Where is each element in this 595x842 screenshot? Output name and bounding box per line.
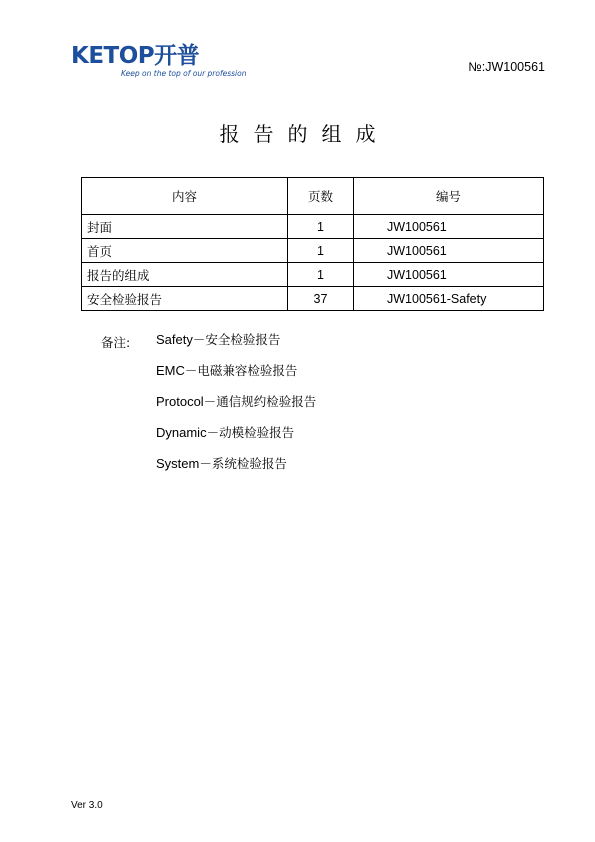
table-row xyxy=(82,215,544,239)
header-pages: 页数 xyxy=(288,178,354,215)
note-desc: －电磁兼容检验报告 xyxy=(184,363,298,378)
table-row xyxy=(82,287,544,311)
note-item xyxy=(156,361,297,381)
version-label: Ver 3.0 xyxy=(71,800,103,811)
header-content: 内容 xyxy=(82,178,288,215)
note-term: Protocol xyxy=(156,394,204,409)
table-row xyxy=(82,263,544,287)
cell-code: JW100561-Safety xyxy=(354,287,544,311)
company-logo xyxy=(71,44,251,84)
cell-code: JW100561 xyxy=(354,263,544,287)
cell-code: JW100561 xyxy=(354,239,544,263)
note-term: Safety xyxy=(156,332,193,347)
cell-content: 安全检验报告 xyxy=(82,287,288,311)
cell-pages: 37 xyxy=(288,287,354,311)
note-desc: －通信规约检验报告 xyxy=(203,394,317,409)
note-term: System xyxy=(156,456,200,471)
table-row xyxy=(82,239,544,263)
note-item xyxy=(156,392,316,412)
logo-wordmark: KETOP开普 xyxy=(71,43,200,69)
notes-label: 备注: xyxy=(101,335,131,350)
note-item xyxy=(156,454,287,474)
page-title: 报告的组成 xyxy=(219,122,390,146)
note-item xyxy=(156,423,294,443)
note-desc: －安全检验报告 xyxy=(192,332,281,347)
cell-content: 封面 xyxy=(82,215,288,239)
note-term: EMC xyxy=(156,363,185,378)
table-header-row xyxy=(82,178,544,215)
report-contents-table xyxy=(81,177,544,311)
note-item xyxy=(156,330,280,350)
header-code: 编号 xyxy=(354,178,544,215)
cell-pages: 1 xyxy=(288,239,354,263)
cell-pages: 1 xyxy=(288,263,354,287)
document-number: №:JW100561 xyxy=(468,60,545,74)
logo-tagline: Keep on the top of our profession xyxy=(121,69,247,78)
cell-content: 报告的组成 xyxy=(82,263,288,287)
note-desc: －系统检验报告 xyxy=(199,456,287,471)
cell-code: JW100561 xyxy=(354,215,544,239)
note-term: Dynamic xyxy=(156,425,207,440)
cell-pages: 1 xyxy=(288,215,354,239)
note-desc: －动模检验报告 xyxy=(206,425,295,440)
cell-content: 首页 xyxy=(82,239,288,263)
